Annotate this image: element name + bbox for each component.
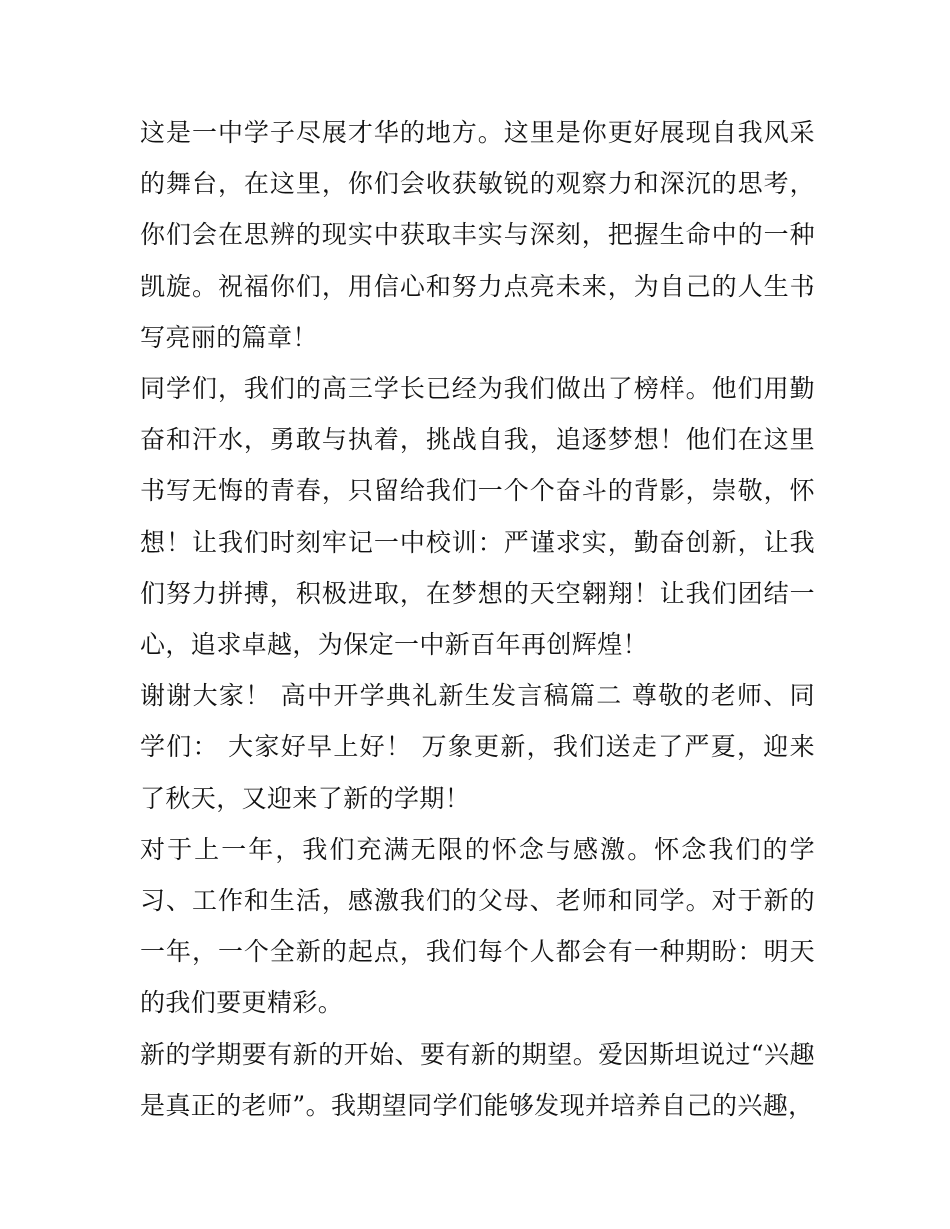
document-body [140,107,815,1131]
paragraph-5: 新的学期要有新的开始、要有新的期望。爱因斯坦说过“兴趣是真正的老师”。我期望同学们能够发现并培养自己的兴趣， [140,1039,815,1120]
paragraph-1: 这是一中学子尽展才华的地方。这里是你更好展现自我风采的舞台，在这里，你们会收获敏锐的观察力和深沉的思考，你们会在思辨的现实中获取丰实与深刻，把握生命中的一种凯旋。祝福你们，用信心和努力点亮未来，为自己的人生书写亮丽的篇章！ [140,118,815,352]
paragraph-3: 谢谢大家！ 高中开学典礼新生发言稿篇二 尊敬的老师、同学们： 大家好早上好！ 万象更新，我们送走了严夏，迎来了秋天，又迎来了新的学期！ [140,681,815,813]
paragraph-4: 对于上一年，我们充满无限的怀念与感激。怀念我们的学习、工作和生活，感激我们的父母、老师和同学。对于新的一年，一个全新的起点，我们每个人都会有一种期盼：明天的我们要更精彩。 [140,834,815,1018]
paragraph-2: 同学们，我们的高三学长已经为我们做出了榜样。他们用勤奋和汗水，勇敢与执着，挑战自我，追逐梦想！他们在这里书写无悔的青春，只留给我们一个个奋斗的背影，崇敬，怀想！让我们时刻牢记一中校训：严谨求实，勤奋创新，让我们努力拼搏，积极进取，在梦想的天空翱翔！让我们团结一心，追求卓越，为保定一中新百年再创辉煌！ [140,374,815,660]
